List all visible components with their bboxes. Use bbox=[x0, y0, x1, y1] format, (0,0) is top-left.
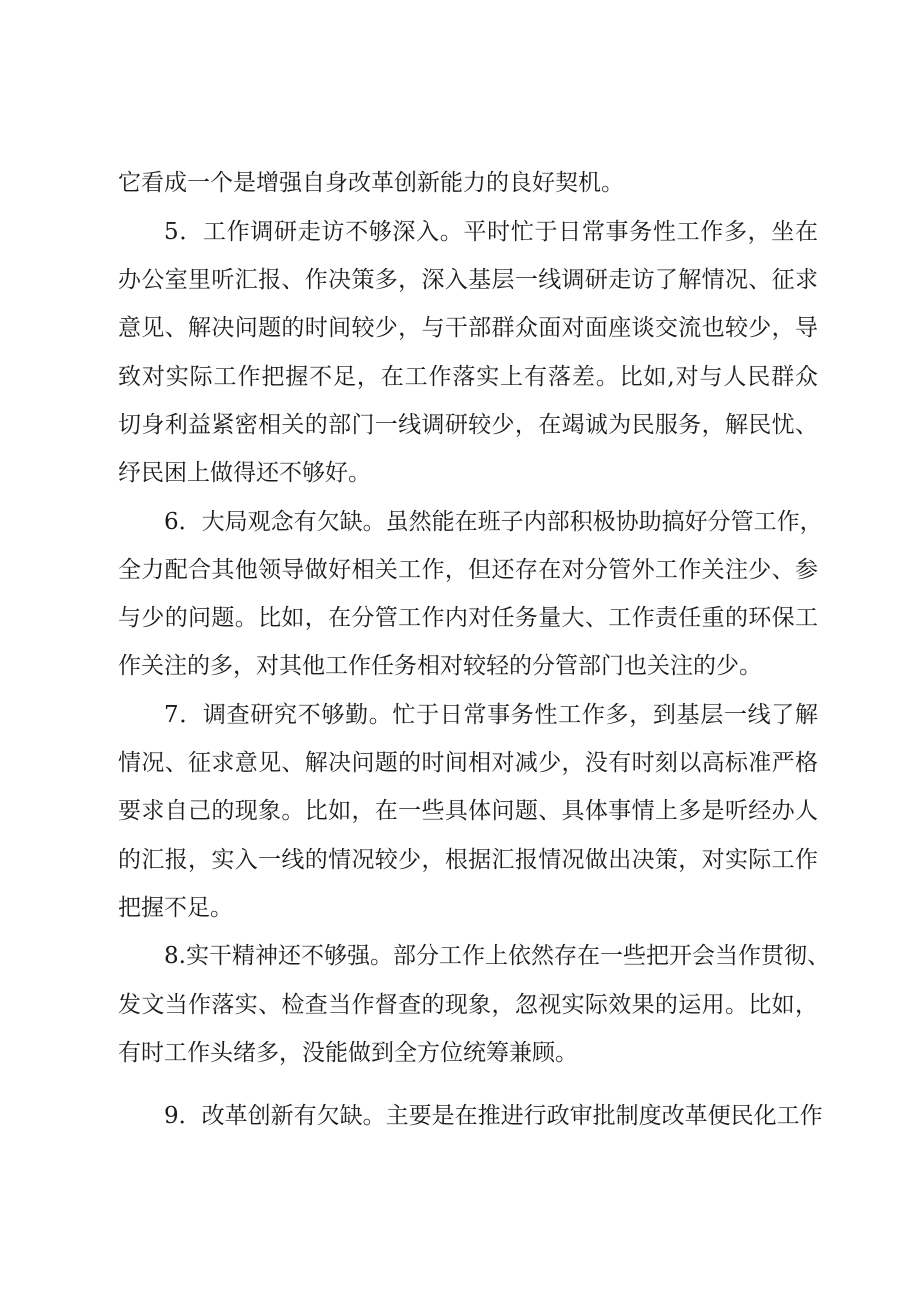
text-line: 全力配合其他领导做好相关工作，但还存在对分管外工作关注少、参 bbox=[118, 557, 818, 583]
text-line: 办公室里听汇报、作决策多，深入基层一线调研走访了解情况、征求 bbox=[118, 267, 818, 293]
text-line: 6．大局观念有欠缺。虽然能在班子内部积极协助搞好分管工作， bbox=[164, 509, 823, 535]
text-line: 7．调查研究不够勤。忙于日常事务性工作多，到基层一线了解 bbox=[164, 702, 818, 728]
text-line: 9．改革创新有欠缺。主要是在推进行政审批制度改革便民化工作 bbox=[164, 1103, 823, 1129]
text-line: 5．工作调研走访不够深入。平时忙于日常事务性工作多，坐在 bbox=[164, 219, 818, 245]
text-line: 8.实干精神还不够强。部分工作上依然存在一些把开会当作贯彻、 bbox=[164, 943, 830, 969]
text-line: 的汇报，实入一线的情况较少，根据汇报情况做出决策，对实际工作 bbox=[118, 847, 818, 873]
text-line: 致对实际工作把握不足，在工作落实上有落差。比如,对与人民群众 bbox=[118, 364, 818, 390]
text-line: 它看成一个是增强自身改革创新能力的良好契机。 bbox=[118, 170, 624, 196]
text-line: 有时工作头绪多，没能做到全方位统筹兼顾。 bbox=[118, 1040, 578, 1066]
text-line: 意见、解决问题的时间较少，与干部群众面对面座谈交流也较少，导 bbox=[118, 315, 818, 341]
text-line: 纾民困上做得还不够好。 bbox=[118, 460, 371, 486]
text-line: 情况、征求意见、解决问题的时间相对减少，没有时刻以高标准严格 bbox=[118, 750, 818, 776]
text-line: 发文当作落实、检查当作督查的现象，忽视实际效果的运用。比如， bbox=[118, 992, 818, 1018]
text-line: 切身利益紧密相关的部门一线调研较少，在竭诚为民服务，解民忧、 bbox=[118, 412, 818, 438]
text-line: 作关注的多，对其他工作任务相对较轻的分管部门也关注的少。 bbox=[118, 653, 762, 679]
text-line: 与少的问题。比如，在分管工作内对任务量大、工作责任重的环保工 bbox=[118, 605, 818, 631]
text-line: 把握不足。 bbox=[118, 895, 233, 921]
text-line: 要求自己的现象。比如，在一些具体问题、具体事情上多是听经办人 bbox=[118, 798, 818, 824]
